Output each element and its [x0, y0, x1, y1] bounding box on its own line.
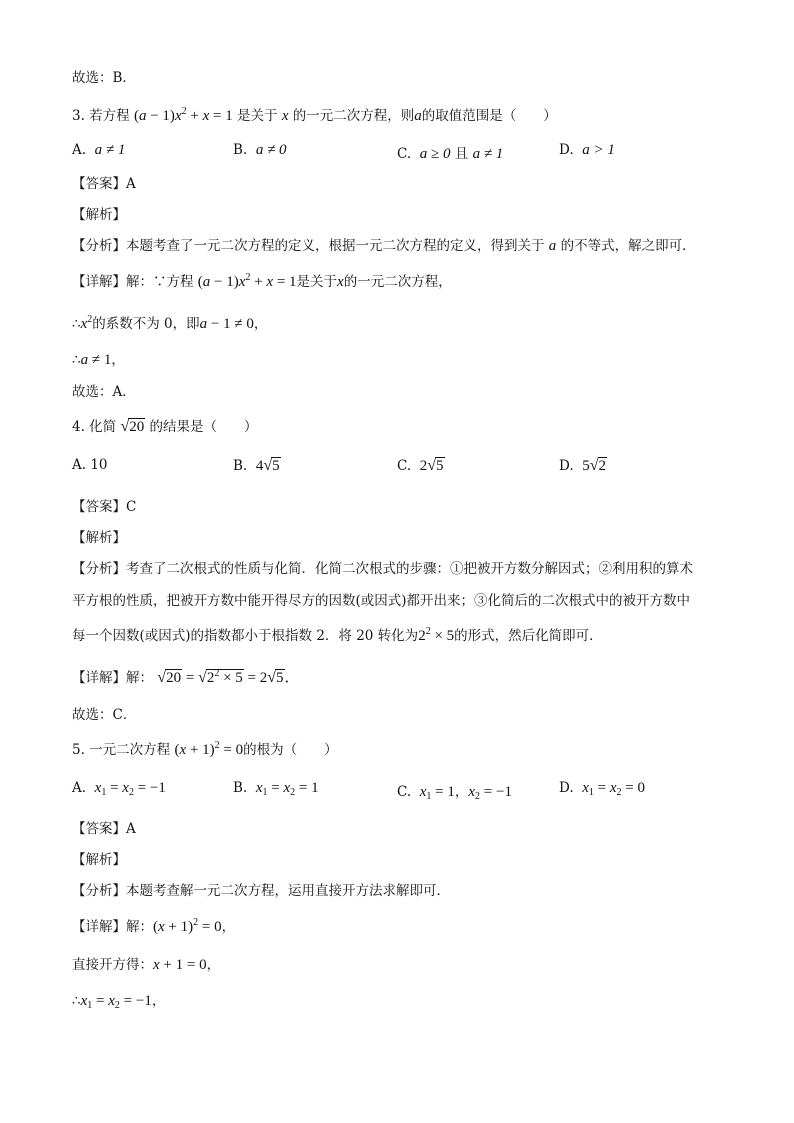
answer-3 — [72, 172, 136, 192]
inequality: a − 1 ≠ 0 — [199, 316, 254, 332]
xiangjie-4 — [72, 666, 300, 687]
question-3-text-3: 的取值范围是（ ） — [421, 108, 557, 124]
var-a: a — [414, 108, 422, 124]
question-3-text: 是关于 — [237, 108, 278, 124]
step-2 — [72, 348, 125, 369]
expression: $2^2 \times 5$ — [418, 626, 455, 644]
option-c — [397, 780, 512, 801]
var-a: a — [548, 238, 557, 254]
option-label: A. — [72, 142, 87, 158]
answer-end-4: 故选：C． — [72, 707, 137, 723]
step-1 — [72, 312, 267, 333]
option-text: 4√5 — [255, 457, 280, 474]
option-a — [72, 780, 166, 797]
option-text: a ≠ 0 — [255, 142, 287, 158]
option-b — [233, 457, 281, 475]
equation: $(x + 1)^2 = 0$ — [174, 740, 244, 758]
punct: ， — [151, 993, 166, 1009]
xiangjie-tag: 【详解】 — [72, 919, 126, 935]
analysis-3-tag: 【解析】 — [72, 207, 126, 223]
fenxi-4-line-1 — [72, 557, 693, 577]
fenxi-tag: 【分析】 — [72, 883, 126, 899]
xiangjie-text-2: 是关于 — [296, 274, 338, 290]
fenxi-4-line-3 — [72, 624, 603, 645]
option-a: A. 10 — [72, 457, 108, 473]
option-text: $x_1 = x_2 = -1$ — [94, 780, 166, 798]
option-c — [397, 142, 503, 163]
punct: ， — [206, 957, 221, 973]
answer-end-3: 故选：A． — [72, 384, 136, 400]
question-4-prefix: 4. 化简 — [72, 419, 117, 435]
fenxi-3 — [72, 234, 696, 255]
question-4-suffix: 的结果是（ ） — [149, 419, 258, 435]
simplification: $√20 = √2^2 \times 5 = 2√5$． — [157, 668, 300, 686]
option-label: C. — [397, 458, 412, 474]
option-d — [559, 780, 645, 797]
punct: ， — [221, 919, 236, 935]
direct-root — [72, 953, 220, 974]
xiangjie-tag: 【详解】 — [72, 670, 126, 686]
option-sep: ， — [454, 784, 469, 800]
question-3-text-2: 的一元二次方程，则 — [292, 108, 415, 124]
final-root — [72, 989, 165, 1010]
fenxi-4-line-2: 平方根的性质，把被开方数中能开得尽方的因数(或因式)都开出来；③化简后的二次根式中的被开方数中 — [72, 593, 691, 609]
option-label: C. — [397, 146, 412, 162]
fenxi-text-2: 的形式，然后化简即可． — [454, 628, 603, 644]
option-text: $x_1 = 1$ — [419, 784, 455, 802]
answer-4 — [72, 495, 136, 515]
fenxi-tag: 【分析】 — [72, 561, 126, 577]
therefore-symbol: ∴ — [72, 352, 81, 368]
question-3-prefix: 3. 若方程 — [72, 108, 130, 124]
fenxi-text: 考查了二次根式的性质与化简．化简二次根式的步骤：①把被开方数分解因式；②利用积的算术 — [126, 561, 693, 577]
step-text: 的系数不为 0，即 — [92, 316, 200, 332]
fenxi-text: 本题考查解一元二次方程，运用直接开方法求解即可． — [126, 883, 450, 899]
answer-value: C — [126, 499, 137, 515]
option-b — [233, 780, 319, 797]
question-5-suffix: 的根为（ ） — [243, 742, 338, 758]
x-squared: $x^2$ — [80, 314, 93, 332]
question-5 — [72, 738, 338, 759]
direct-text: 直接开方得： — [72, 957, 153, 973]
question-4 — [72, 415, 258, 436]
question-3 — [72, 104, 557, 125]
option-label: B. — [233, 780, 248, 796]
analysis-5-tag: 【解析】 — [72, 852, 126, 868]
previous-answer-end: 故选：B． — [72, 70, 136, 86]
option-b — [233, 142, 287, 159]
answer-value: A — [126, 176, 136, 192]
option-text: 5√2 — [582, 457, 607, 474]
equation: $(a - 1)x^2 + x = 1$ — [197, 272, 297, 290]
xiangjie-text: 解： — [126, 670, 153, 686]
xiangjie-3 — [72, 270, 452, 291]
xiangjie-text-3: 的一元二次方程， — [343, 274, 452, 290]
option-a — [72, 142, 125, 159]
option-c — [397, 457, 445, 475]
answer-tag: 【答案】 — [72, 176, 126, 192]
xiangjie-text: 解： — [126, 919, 153, 935]
option-label: C. — [397, 784, 412, 800]
var-x: x — [337, 274, 344, 290]
option-text: a ≥ 0 — [419, 146, 451, 162]
analysis-4-tag: 【解析】 — [72, 530, 126, 546]
option-label: B. — [233, 142, 248, 158]
equation: x + 1 = 0 — [153, 957, 207, 973]
fenxi-5 — [72, 879, 450, 899]
fenxi-text-2: 的不等式，解之即可． — [560, 238, 696, 254]
option-label: A. — [72, 780, 87, 796]
fenxi-tag: 【分析】 — [72, 238, 126, 254]
option-d — [559, 457, 607, 475]
fenxi-text: 每一个因数(或因式)的指数都小于根指数 2．将 20 转化为 — [72, 628, 419, 644]
sqrt-20: √20 — [120, 418, 145, 435]
xiangjie-tag: 【详解】 — [72, 274, 126, 290]
option-label: B. — [233, 458, 248, 474]
answer-tag: 【答案】 — [72, 499, 126, 515]
therefore-symbol: ∴ — [72, 993, 81, 1009]
option-text: 2√5 — [419, 457, 444, 474]
var-x: x — [281, 108, 289, 124]
therefore-symbol: ∴ — [72, 316, 81, 332]
xiangjie-5 — [72, 915, 235, 936]
option-label: D. — [559, 142, 574, 158]
option-text: $x_1 = x_2 = 0$ — [582, 780, 646, 798]
option-text-joiner: 且 — [454, 146, 469, 162]
option-text: $x_1 = x_2 = 1$ — [255, 780, 319, 798]
question-3-equation: $(a - 1)x^2 + x = 1$ — [133, 106, 233, 124]
answer-value: A — [126, 821, 136, 837]
inequality: a ≠ 1 — [80, 352, 112, 368]
equation: $x_1 = x_2 = -1$ — [80, 993, 152, 1011]
option-text: a > 1 — [582, 142, 615, 158]
option-text-2: a ≠ 1 — [472, 146, 504, 162]
option-text-2: $x_2 = -1$ — [468, 784, 512, 802]
answer-tag: 【答案】 — [72, 821, 126, 837]
option-label: D. — [559, 458, 574, 474]
option-text: a ≠ 1 — [94, 142, 126, 158]
option-label: D. — [559, 780, 574, 796]
step-punct: ， — [111, 352, 125, 368]
fenxi-text: 本题考查了一元二次方程的定义，根据一元二次方程的定义，得到关于 — [126, 238, 545, 254]
question-5-prefix: 5. 一元二次方程 — [72, 742, 171, 758]
step-punct: ， — [253, 316, 268, 332]
xiangjie-text: 解：∵方程 — [126, 274, 194, 290]
option-d — [559, 142, 615, 159]
equation: $(x + 1)^2 = 0$ — [153, 917, 222, 935]
answer-5 — [72, 817, 136, 837]
